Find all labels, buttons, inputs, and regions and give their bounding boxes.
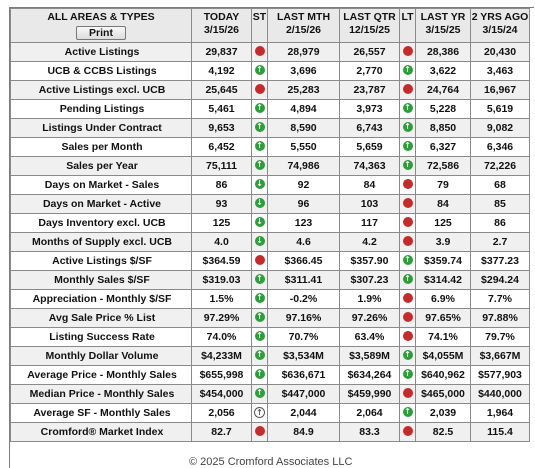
header-two-years-ago: 2 YRS AGO 3/15/24 (471, 9, 530, 43)
value-last-quarter: 5,659 (340, 138, 400, 157)
value-last-month: $447,000 (268, 385, 340, 404)
value-last-month: 96 (268, 195, 340, 214)
value-two-years-ago: $577,903 (471, 366, 530, 385)
row-label: UCB & CCBS Listings (11, 62, 192, 81)
indicator-red-icon (403, 331, 413, 341)
table-header-row (11, 9, 530, 43)
table-row (11, 195, 530, 214)
value-last-quarter: 3,973 (340, 100, 400, 119)
arrow-up-green-icon: ↑ (256, 103, 263, 113)
value-last-year: 6.9% (416, 290, 471, 309)
indicator-red-icon (255, 84, 265, 94)
indicator-red-icon (403, 236, 413, 246)
table-row (11, 423, 530, 442)
st-indicator (252, 157, 268, 176)
value-last-quarter: $357.90 (340, 252, 400, 271)
arrow-up-green-icon: ↑ (256, 141, 263, 151)
value-last-year: 97.65% (416, 309, 471, 328)
st-indicator (252, 309, 268, 328)
arrow-up-green-icon: ↑ (404, 160, 411, 170)
row-label: Monthly Dollar Volume (11, 347, 192, 366)
header-lt: LT (400, 9, 416, 43)
st-indicator (252, 176, 268, 195)
arrow-up-green-icon: ↑ (256, 122, 263, 132)
value-last-year: 3,622 (416, 62, 471, 81)
st-indicator (252, 423, 268, 442)
lt-indicator (400, 138, 416, 157)
value-last-year: $4,055M (416, 347, 471, 366)
value-two-years-ago: 86 (471, 214, 530, 233)
table-row (11, 328, 530, 347)
table-row (11, 271, 530, 290)
market-summary-table (10, 8, 530, 442)
indicator-red-icon (403, 426, 413, 436)
indicator-red-icon (403, 312, 413, 322)
value-last-month: 3,696 (268, 62, 340, 81)
value-today: 74.0% (192, 328, 252, 347)
value-last-month: 2,044 (268, 404, 340, 423)
row-label: Active Listings (11, 43, 192, 62)
value-last-year: 2,039 (416, 404, 471, 423)
arrow-up-green-icon: ↑ (404, 350, 411, 360)
table-row (11, 347, 530, 366)
st-indicator (252, 43, 268, 62)
value-today: 125 (192, 214, 252, 233)
value-today: 82.7 (192, 423, 252, 442)
row-label: Appreciation - Monthly $/SF (11, 290, 192, 309)
lt-indicator (400, 366, 416, 385)
market-summary-table-container (9, 7, 534, 468)
value-two-years-ago: 68 (471, 176, 530, 195)
value-today: 25,645 (192, 81, 252, 100)
value-today: 1.5% (192, 290, 252, 309)
table-row (11, 157, 530, 176)
copyright-footer: © 2025 Cromford Associates LLC (189, 456, 353, 468)
value-two-years-ago: 5,619 (471, 100, 530, 119)
value-today: 5,461 (192, 100, 252, 119)
st-indicator (252, 81, 268, 100)
st-indicator (252, 214, 268, 233)
lt-indicator (400, 290, 416, 309)
table-row (11, 214, 530, 233)
lt-indicator (400, 309, 416, 328)
row-label: Sales per Year (11, 157, 192, 176)
st-indicator (252, 138, 268, 157)
row-label: Average Price - Monthly Sales (11, 366, 192, 385)
value-today: 9,653 (192, 119, 252, 138)
arrow-up-green-icon: ↑ (256, 350, 263, 360)
arrow-up-green-icon: ↑ (404, 255, 411, 265)
value-today: 4,192 (192, 62, 252, 81)
value-last-year: 125 (416, 214, 471, 233)
arrow-up-green-icon: ↑ (256, 312, 263, 322)
arrow-up-green-icon: ↑ (256, 274, 263, 284)
arrow-down-green-icon: ↓ (256, 198, 263, 208)
print-button[interactable]: Print (76, 26, 126, 40)
row-label: Days on Market - Active (11, 195, 192, 214)
value-last-month: $636,671 (268, 366, 340, 385)
st-indicator (252, 347, 268, 366)
value-last-quarter: 2,770 (340, 62, 400, 81)
lt-indicator (400, 195, 416, 214)
indicator-red-icon (403, 198, 413, 208)
value-two-years-ago: $294.24 (471, 271, 530, 290)
value-last-year: 5,228 (416, 100, 471, 119)
table-row (11, 43, 530, 62)
value-last-year: 8,850 (416, 119, 471, 138)
table-row (11, 290, 530, 309)
indicator-red-icon (403, 293, 413, 303)
value-today: 29,837 (192, 43, 252, 62)
value-last-quarter: 74,363 (340, 157, 400, 176)
table-row (11, 138, 530, 157)
value-last-quarter: 117 (340, 214, 400, 233)
lt-indicator (400, 157, 416, 176)
value-two-years-ago: 85 (471, 195, 530, 214)
indicator-red-icon (403, 46, 413, 56)
row-label: Avg Sale Price % List (11, 309, 192, 328)
value-last-month: $311.41 (268, 271, 340, 290)
table-row (11, 233, 530, 252)
value-last-year: 72,586 (416, 157, 471, 176)
arrow-up-green-icon: ↑ (404, 141, 411, 151)
row-label: Months of Supply excl. UCB (11, 233, 192, 252)
header-last-quarter: LAST QTR 12/15/25 (340, 9, 400, 43)
lt-indicator (400, 214, 416, 233)
arrow-up-green-icon: ↑ (404, 274, 411, 284)
indicator-neutral-icon: ↑ (254, 407, 265, 418)
table-row (11, 252, 530, 271)
row-label: Active Listings $/SF (11, 252, 192, 271)
value-two-years-ago: 20,430 (471, 43, 530, 62)
st-indicator (252, 328, 268, 347)
st-indicator (252, 252, 268, 271)
row-label: Average SF - Monthly Sales (11, 404, 192, 423)
lt-indicator (400, 385, 416, 404)
st-indicator (252, 366, 268, 385)
value-today: 97.29% (192, 309, 252, 328)
arrow-up-green-icon: ↑ (256, 160, 263, 170)
table-row (11, 81, 530, 100)
value-last-year: 74.1% (416, 328, 471, 347)
table-body (11, 43, 530, 442)
st-indicator (252, 62, 268, 81)
row-label: Active Listings excl. UCB (11, 81, 192, 100)
value-last-quarter: 26,557 (340, 43, 400, 62)
value-last-month: 123 (268, 214, 340, 233)
arrow-up-green-icon: ↑ (256, 331, 263, 341)
arrow-up-green-icon: ↑ (256, 369, 263, 379)
value-last-month: 97.16% (268, 309, 340, 328)
value-two-years-ago: 9,082 (471, 119, 530, 138)
lt-indicator (400, 176, 416, 195)
header-last-year: LAST YR 3/15/25 (416, 9, 471, 43)
value-two-years-ago: 115.4 (471, 423, 530, 442)
table-row (11, 404, 530, 423)
value-two-years-ago: 7.7% (471, 290, 530, 309)
value-today: $319.03 (192, 271, 252, 290)
value-last-quarter: 23,787 (340, 81, 400, 100)
table-row (11, 100, 530, 119)
row-label: Days on Market - Sales (11, 176, 192, 195)
lt-indicator (400, 100, 416, 119)
lt-indicator (400, 81, 416, 100)
arrow-up-green-icon: ↑ (256, 293, 263, 303)
row-label: Days Inventory excl. UCB (11, 214, 192, 233)
value-last-quarter: 1.9% (340, 290, 400, 309)
value-today: $655,998 (192, 366, 252, 385)
header-today: TODAY 3/15/26 (192, 9, 252, 43)
value-last-quarter: 2,064 (340, 404, 400, 423)
value-last-year: $314.42 (416, 271, 471, 290)
row-label: Monthly Sales $/SF (11, 271, 192, 290)
value-last-quarter: 63.4% (340, 328, 400, 347)
value-today: $4,233M (192, 347, 252, 366)
value-two-years-ago: 16,967 (471, 81, 530, 100)
arrow-down-green-icon: ↓ (256, 179, 263, 189)
value-last-month: 8,590 (268, 119, 340, 138)
lt-indicator (400, 328, 416, 347)
table-row (11, 176, 530, 195)
table-row (11, 62, 530, 81)
lt-indicator (400, 62, 416, 81)
st-indicator (252, 119, 268, 138)
value-last-quarter: 97.26% (340, 309, 400, 328)
value-two-years-ago: $377.23 (471, 252, 530, 271)
value-two-years-ago: 2.7 (471, 233, 530, 252)
arrow-up-green-icon: ↑ (404, 65, 411, 75)
st-indicator (252, 404, 268, 423)
value-two-years-ago: $440,000 (471, 385, 530, 404)
value-last-quarter: $459,990 (340, 385, 400, 404)
row-label: Median Price - Monthly Sales (11, 385, 192, 404)
header-title-cell (11, 9, 192, 43)
arrow-up-green-icon: ↑ (404, 407, 411, 417)
value-last-year: $359.74 (416, 252, 471, 271)
row-label: Listings Under Contract (11, 119, 192, 138)
row-label: Pending Listings (11, 100, 192, 119)
value-last-year: 79 (416, 176, 471, 195)
value-last-year: 82.5 (416, 423, 471, 442)
row-label: Sales per Month (11, 138, 192, 157)
lt-indicator (400, 404, 416, 423)
st-indicator (252, 290, 268, 309)
table-row (11, 119, 530, 138)
value-last-year: 28,386 (416, 43, 471, 62)
value-today: 4.0 (192, 233, 252, 252)
value-last-month: 5,550 (268, 138, 340, 157)
indicator-red-icon (255, 426, 265, 436)
lt-indicator (400, 119, 416, 138)
st-indicator (252, 100, 268, 119)
indicator-red-icon (403, 179, 413, 189)
value-today: 75,111 (192, 157, 252, 176)
value-last-month: 70.7% (268, 328, 340, 347)
value-last-month: 25,283 (268, 81, 340, 100)
value-last-quarter: $634,264 (340, 366, 400, 385)
lt-indicator (400, 43, 416, 62)
header-st: ST (252, 9, 268, 43)
value-two-years-ago: $3,667M (471, 347, 530, 366)
value-last-month: 28,979 (268, 43, 340, 62)
arrow-down-green-icon: ↓ (256, 236, 263, 246)
value-two-years-ago: 3,463 (471, 62, 530, 81)
header-last-month: LAST MTH 2/15/26 (268, 9, 340, 43)
value-last-quarter: 6,743 (340, 119, 400, 138)
value-last-year: $640,962 (416, 366, 471, 385)
indicator-red-icon (403, 84, 413, 94)
value-two-years-ago: 97.88% (471, 309, 530, 328)
value-last-year: $465,000 (416, 385, 471, 404)
value-today: 93 (192, 195, 252, 214)
arrow-up-green-icon: ↑ (404, 103, 411, 113)
st-indicator (252, 233, 268, 252)
indicator-red-icon (403, 217, 413, 227)
value-last-month: 4.6 (268, 233, 340, 252)
value-today: 86 (192, 176, 252, 195)
st-indicator (252, 195, 268, 214)
value-today: 6,452 (192, 138, 252, 157)
value-today: $454,000 (192, 385, 252, 404)
table-row (11, 385, 530, 404)
value-last-quarter: 83.3 (340, 423, 400, 442)
row-label: Listing Success Rate (11, 328, 192, 347)
value-last-year: 84 (416, 195, 471, 214)
indicator-red-icon (255, 255, 265, 265)
value-last-month: -0.2% (268, 290, 340, 309)
lt-indicator (400, 252, 416, 271)
table-row (11, 309, 530, 328)
value-last-year: 24,764 (416, 81, 471, 100)
lt-indicator (400, 423, 416, 442)
arrow-up-green-icon: ↑ (404, 122, 411, 132)
value-last-month: 92 (268, 176, 340, 195)
lt-indicator (400, 347, 416, 366)
value-today: $364.59 (192, 252, 252, 271)
value-two-years-ago: 1,964 (471, 404, 530, 423)
indicator-red-icon (255, 46, 265, 56)
arrow-up-green-icon: ↑ (404, 369, 411, 379)
value-two-years-ago: 79.7% (471, 328, 530, 347)
st-indicator (252, 271, 268, 290)
value-today: 2,056 (192, 404, 252, 423)
st-indicator (252, 385, 268, 404)
table-row (11, 366, 530, 385)
value-last-quarter: $3,589M (340, 347, 400, 366)
value-last-quarter: 103 (340, 195, 400, 214)
value-last-month: 4,894 (268, 100, 340, 119)
value-last-month: $3,534M (268, 347, 340, 366)
value-last-month: 84.9 (268, 423, 340, 442)
arrow-up-green-icon: ↑ (256, 388, 263, 398)
value-last-month: 74,986 (268, 157, 340, 176)
arrow-up-green-icon: ↑ (256, 65, 263, 75)
value-last-year: 3.9 (416, 233, 471, 252)
value-last-quarter: 4.2 (340, 233, 400, 252)
arrow-down-green-icon: ↓ (256, 217, 263, 227)
value-last-month: $366.45 (268, 252, 340, 271)
value-last-year: 6,327 (416, 138, 471, 157)
header-title: ALL AREAS & TYPES (47, 11, 155, 23)
value-last-quarter: $307.23 (340, 271, 400, 290)
value-two-years-ago: 6,346 (471, 138, 530, 157)
lt-indicator (400, 233, 416, 252)
value-two-years-ago: 72,226 (471, 157, 530, 176)
value-last-quarter: 84 (340, 176, 400, 195)
indicator-red-icon (403, 388, 413, 398)
lt-indicator (400, 271, 416, 290)
row-label: Cromford® Market Index (11, 423, 192, 442)
